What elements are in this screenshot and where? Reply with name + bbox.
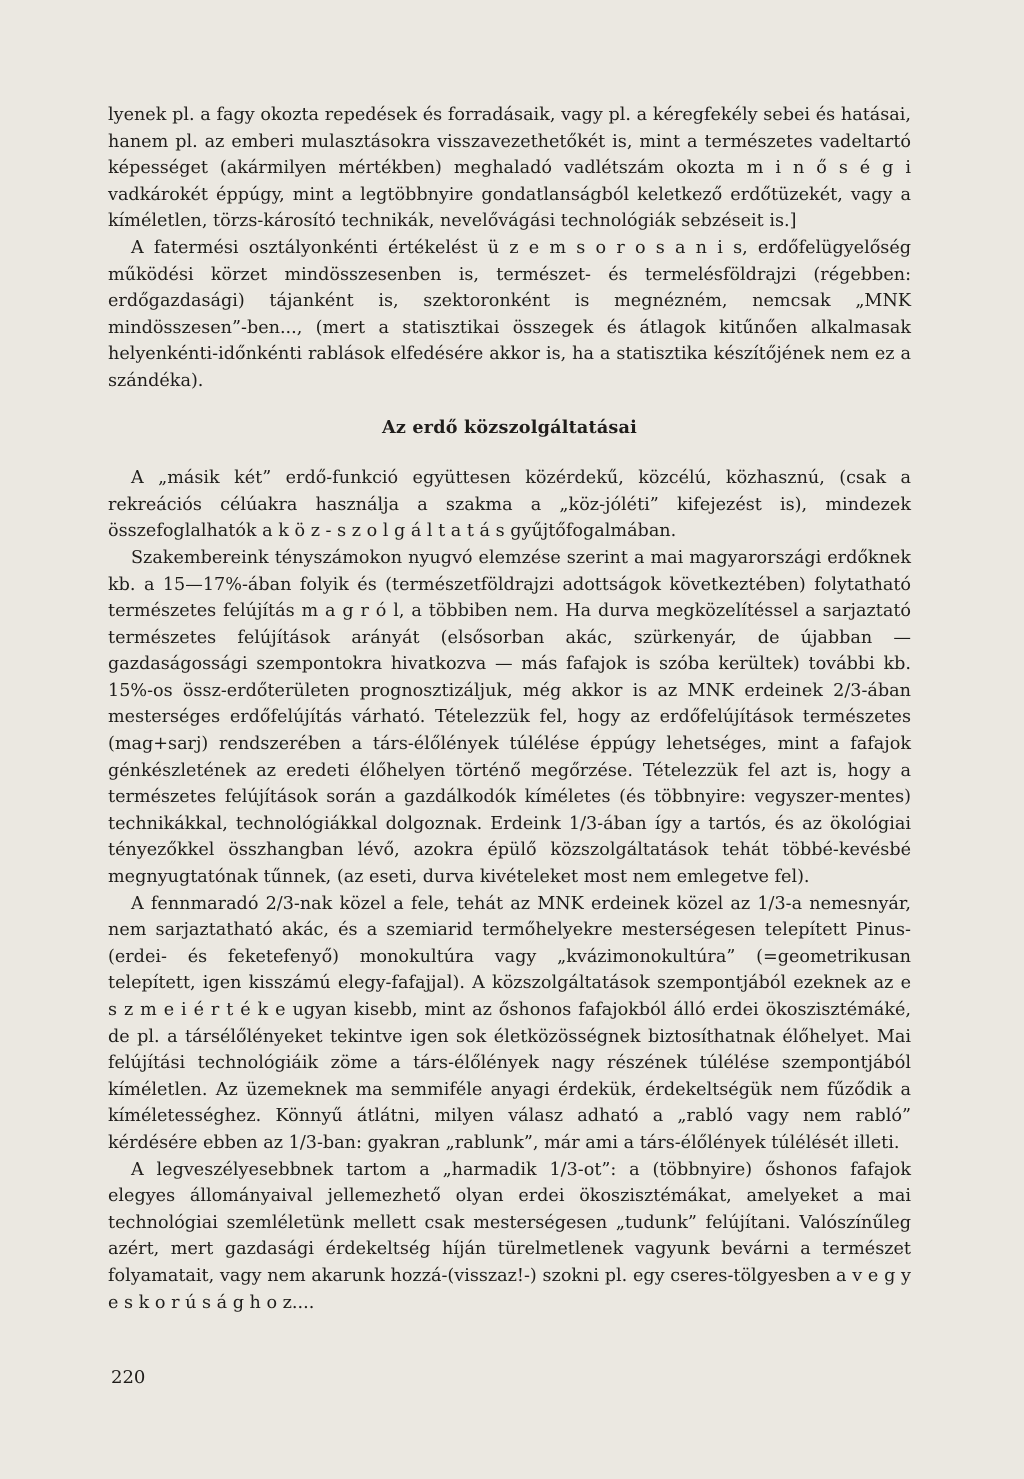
page-number: 220: [111, 1367, 146, 1388]
paragraph: A fennmaradó 2/3-nak közel a fele, tehát az MNK erdeinek közel az 1/3-a nemesnyár, nem sarjaztatható akác, és a szemiarid termőhelyekre mesterségesen telepített Pinus-(erdei- és feketefenyő) monokultúra vagy „kvázimonokultúra” (=geometrikusan telepített, igen kisszámú elegy-fafajjal). A közszolgáltatások szempontjából ezeknek az e s z m e i é r t é k e ugyan kisebb, mint az őshonos fafajokból álló erdei ökoszisztémáké, de pl. a társélőlényeket tekintve igen sok életközösségnek biztosíthatnak élőhelyet. Mai felújítási technológiáik zöme a társ-élőlények nagy részének túlélése szempontjából kíméletlen. Az üzemeknek ma semmiféle anyagi érdekük, érdekeltségük nem fűződik a kíméletességhez. Könnyű átlátni, milyen válasz adható a „rabló vagy nem rabló” kérdésére ebben az 1/3-ban: gyakran „rablunk”, már ami a társ-élőlények túlélését illeti.: [108, 893, 911, 1153]
paragraph: A legveszélyesebbnek tartom a „harmadik 1/3-ot”: a (többnyire) őshonos fafajok elegyes állományaival jellemezhető olyan erdei ökoszisztémákat, amelyeket a mai technológiai szemléletünk mellett csak mesterségesen „tudunk” felújítani. Valószínűleg azért, mert gazdasági érdekeltség híján türelmetlenek vagyunk bevárni a természet folyamatait, vagy nem akarunk hozzá-(visszaz!-) szokni pl. egy cseres-tölgyesben a v e g y e s k o r ú s á g h o z....: [108, 1159, 911, 1313]
paragraph: A fatermési osztályonkénti értékelést ü z e m s o r o s a n i s, erdőfelügyelőség működési körzet mindösszesenben is, természet- és termelésföldrajzi (régebben: erdőgazdasági) tájanként is, szektoronként is megnézném, nemcsak „MNK mindösszesen”-ben..., (mert a statisztikai összegek és átlagok kitűnően alkalmasak helyenkénti-időnkénti rablások elfedésére akkor is, ha a statisztika készítőjének nem ez a szándéka).: [108, 237, 911, 391]
section-heading: Az erdő közszolgáltatásai: [381, 416, 638, 438]
paragraph: A „másik két” erdő-funkció együttesen közérdekű, közcélú, közhasznú, (csak a rekreációs célúakra használja a szakma a „köz-jóléti” kifejezést is), mindezek összefoglalhatók a k ö z - s z o l g á l t a t á s gyűjtőfogalmában.: [108, 468, 911, 542]
paragraph: lyenek pl. a fagy okozta repedések és forradásaik, vagy pl. a kéregfekély sebei és hatásai, hanem pl. az emberi mulasztásokra visszavezethetőkét is, mint a természetes vadeltartó képességet (akármilyen mértékben) meghaladó vadlétszám okozta m i n ő s é g i vadkárokét éppúgy, mint a legtöbbnyire gondatlanságból keletkező erdőtüzekét, vagy a kíméletlen, törzs-károsító technikák, nevelővágási technológiák sebzéseit is.]: [108, 105, 911, 232]
paragraph: Szakembereink tényszámokon nyugvó elemzése szerint a mai magyarországi erdőknek kb. a 15—17%-ában folyik és (természetföldrajzi adottságok következtében) folytatható természetes felújítás m a g r ó l, a többiben nem. Ha durva megközelítéssel a sarjaztató természetes felújítások arányát (elsősorban akác, szürkenyár, de újabban — gazdaságossági szempontokra hivatkozva — más fafajok is szóba kerültek) további kb. 15%-os össz-erdőterületen prognosztizáljuk, még akkor is az MNK erdeinek 2/3-ában mesterséges erdőfelújítás várható. Tételezzük fel, hogy az erdőfelújítások természetes (mag+sarj) rendszerében a társ-élőlények túlélése éppúgy lehetséges, mint a fafajok génkészletének az eredeti élőhelyen történő megőrzése. Tételezzük fel azt is, hogy a természetes felújítások során a gazdálkodók kíméletes (és többnyire: vegyszer-mentes) technikákkal, technológiákkal dolgoznak. Erdeink 1/3-ában így a tartós, és az ökológiai tényezőkkel összhangban lévő, azokra épülő közszolgáltatások tehát többé-kevésbé megnyugtatónak tűnnek, (az eseti, durva kivételeket most nem emlegetve fel).: [108, 547, 911, 888]
body-text: [108, 102, 911, 1316]
